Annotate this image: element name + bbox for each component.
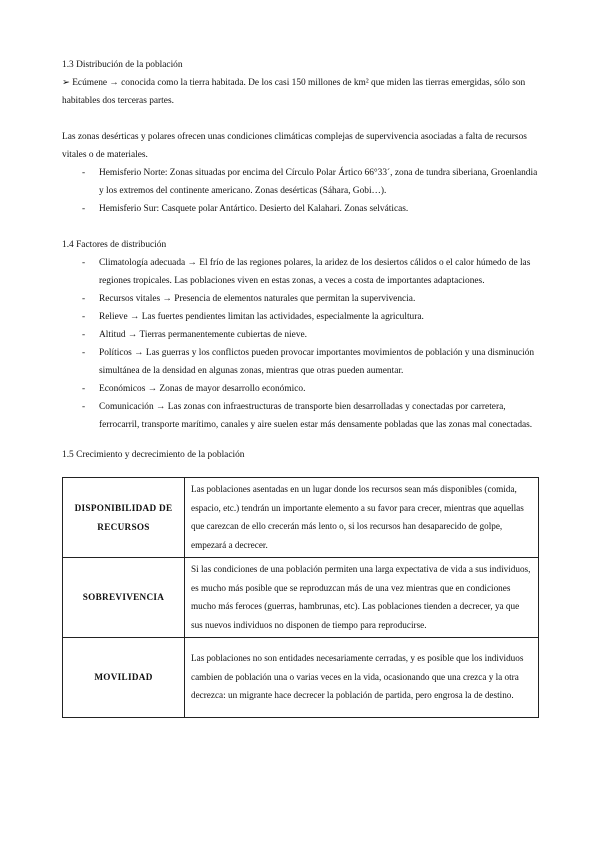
list-item: - Comunicación → Las zonas con infraestructuras de transporte bien desarrolladas y conectadas por carretera, ferrocarril, transporte marítimo, canales y aire suelen estar más densamente pobladas que las zonas mal conectadas. [82,398,540,434]
table-row [63,638,539,718]
document-page [62,56,540,464]
hemisphere-list [62,164,540,218]
factors-list [62,254,540,434]
list-item: - Recursos vitales → Presencia de elementos naturales que permitan la supervivencia. [82,290,540,308]
table-desc-cell: Las poblaciones no son entidades necesariamente cerradas, y es posible que los individuos cambien de población una o varias veces en la vida, ocasionando que una crezca y la otra decrezca: un migrante hace decrecer la población de partida, pero engrosa la de destino. [185,638,539,718]
spacer [62,218,540,236]
list-item: - Políticos → Las guerras y los conflictos pueden provocar importantes movimientos de población y una disminución simultánea de la densidad en algunas zonas, mientras que otras pueden aumentar. [82,344,540,380]
ecumene-paragraph: ➢ Ecúmene → conocida como la tierra habitada. De los casi 150 millones de km² que miden las tierras emergidas, sólo son habitables dos terceras partes. [62,78,526,106]
list-item: - Climatología adecuada → El frío de las regiones polares, la aridez de los desiertos cálidos o el calor húmedo de las regiones tropicales. Las poblaciones viven en estas zonas, a veces a costa de importantes adaptaciones. [82,254,540,290]
list-item: - Hemisferio Norte: Zonas situadas por encima del Círculo Polar Ártico 66°33´, zona de tundra siberiana, Groenlandia y los extremos del continente americano. Zonas desérticas (Sáhara, Gobi…). [82,164,540,200]
table-desc-cell: Las poblaciones asentadas en un lugar donde los recursos sean más disponibles (comida, espacio, etc.) tendrán un importante elemento a su favor para crecer, mientras que aquellas que carezcan de ello crecerán más lento o, si los recursos han desaparecido de golpe, empezará a decrecer. [185,478,539,558]
table-desc-cell: Si las condiciones de una población permiten una larga expectativa de vida a sus individuos, es mucho más posible que se reproduzcan más de una vez mientras que en condiciones mucho más feroces (guerras, hambrunas, etc). Las poblaciones tienden a decrecer, ya que sus nuevos individuos no disponen de tiempo para reproducirse. [185,558,539,638]
zonas-paragraph: Las zonas desérticas y polares ofrecen unas condiciones climáticas complejas de supervivencia asociadas a falta de recursos vitales o de materiales. [62,132,527,160]
section-heading-1-4: 1.4 Factores de distribución [62,240,167,250]
table-key-cell: DISPONIBILIDAD DE RECURSOS [63,478,185,558]
spacer [62,434,540,446]
table-row [63,558,539,638]
growth-factors-table [62,477,539,718]
section-heading-1-3: 1.3 Distribución de la población [62,60,183,70]
list-item: - Hemisferio Sur: Casquete polar Antártico. Desierto del Kalahari. Zonas selváticas. [82,200,540,218]
spacer [62,110,540,128]
table-row [63,478,539,558]
section-heading-1-5: 1.5 Crecimiento y decrecimiento de la población [62,450,245,460]
table-key-cell: SOBREVIVENCIA [63,558,185,638]
table-key-cell: MOVILIDAD [63,638,185,718]
list-item: - Relieve → Las fuertes pendientes limitan las actividades, especialmente la agricultura. [82,308,540,326]
list-item: - Económicos → Zonas de mayor desarrollo económico. [82,380,540,398]
list-item: - Altitud → Tierras permanentemente cubiertas de nieve. [82,326,540,344]
